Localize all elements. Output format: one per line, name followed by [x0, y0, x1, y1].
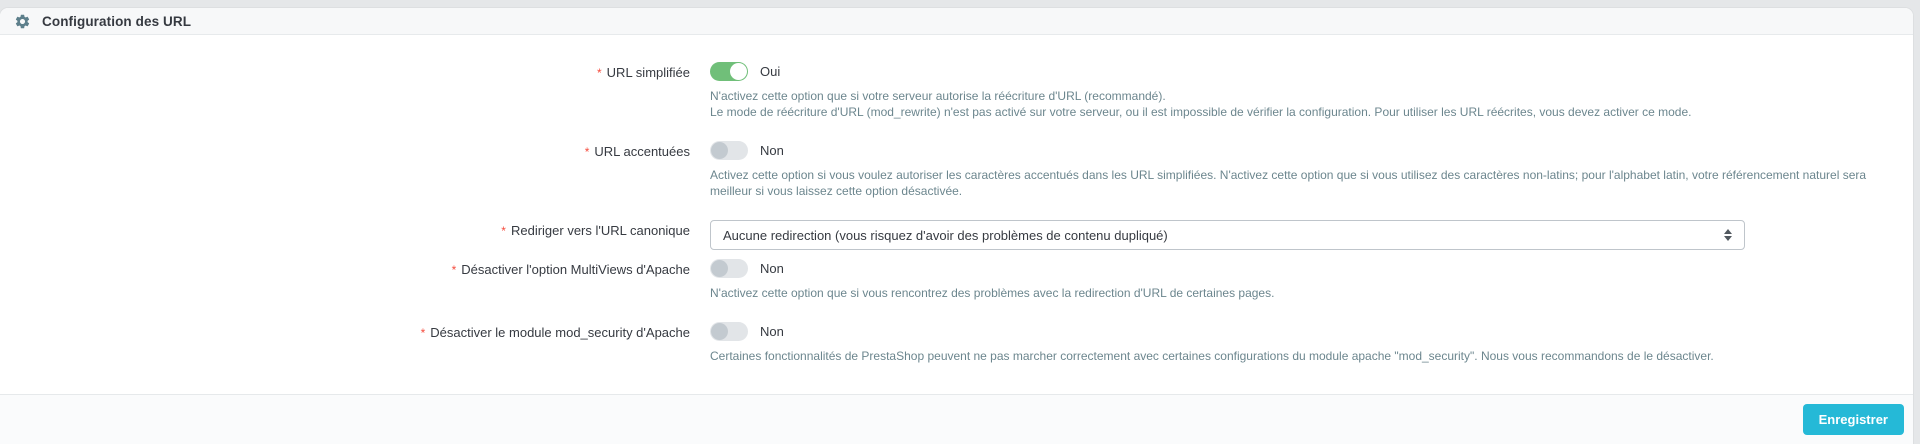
page-title: Configuration des URL	[42, 13, 192, 29]
required-asterisk: *	[451, 263, 457, 277]
gear-icon	[14, 13, 31, 30]
help-line: Activez cette option si vous voulez autoriser les caractères accentués dans les URL simplifiées. N'activez cette option que si vous utilisez des caractères non-latins; pour l'alphabet latin, votre référencement naturel sera meilleur si vous laissez cette option désactivée.	[710, 168, 1867, 198]
toggle-knob	[711, 260, 728, 277]
required-asterisk: *	[420, 326, 426, 340]
help-line: Le mode de réécriture d'URL (mod_rewrite) n'est pas activé sur votre serveur, ou il est impossible de vérifier la configuration. Pour utiliser les URL réécrites, vous devez activer ce mode.	[710, 105, 1692, 119]
help-line: Certaines fonctionnalités de PrestaShop peuvent ne pas marcher correctement avec certaines configurations du module apache "mod_security". Nous vous recommandons de le désactiver.	[710, 349, 1714, 363]
disable-modsecurity-toggle[interactable]	[710, 322, 748, 341]
panel-body	[0, 35, 1913, 394]
row-control	[710, 62, 1913, 120]
disable-multiviews-label: Désactiver l'option MultiViews d'Apache	[461, 262, 690, 277]
required-asterisk: *	[597, 66, 602, 80]
canonical-redirect-select[interactable]	[710, 220, 1745, 250]
form-row-accented-url	[0, 141, 1913, 199]
field-label	[0, 259, 690, 301]
accented-url-label: URL accentuées	[594, 144, 690, 159]
row-control	[710, 141, 1913, 199]
form-row-disable-multiviews	[0, 259, 1913, 301]
panel-footer	[0, 394, 1913, 444]
toggle-value-label: Oui	[760, 64, 781, 79]
row-control	[710, 322, 1913, 364]
toggle-value-label: Non	[760, 143, 784, 158]
help-text	[710, 88, 1873, 120]
accented-url-toggle[interactable]	[710, 141, 748, 160]
row-control	[710, 220, 1913, 250]
disable-multiviews-toggle[interactable]	[710, 259, 748, 278]
switch-line	[710, 141, 1873, 160]
help-line: N'activez cette option que si vous rencontrez des problèmes avec la redirection d'URL de certaines pages.	[710, 286, 1275, 300]
toggle-value-label: Non	[760, 324, 784, 339]
save-button[interactable]: Enregistrer	[1803, 404, 1904, 435]
url-configuration-panel	[0, 8, 1913, 444]
friendly-url-label: URL simplifiée	[606, 65, 690, 80]
required-asterisk: *	[584, 145, 590, 159]
switch-line	[710, 322, 1873, 341]
disable-modsecurity-label: Désactiver le module mod_security d'Apache	[430, 325, 690, 340]
switch-line	[710, 62, 1873, 81]
field-label	[0, 141, 690, 199]
field-label	[0, 220, 690, 250]
help-text	[710, 167, 1873, 199]
friendly-url-toggle[interactable]	[710, 62, 748, 81]
toggle-value-label: Non	[760, 261, 784, 276]
help-text	[710, 285, 1873, 301]
required-asterisk: *	[501, 224, 506, 238]
toggle-knob	[730, 63, 747, 80]
select-updown-icon	[1724, 229, 1732, 241]
help-line: N'activez cette option que si votre serveur autorise la réécriture d'URL (recommandé).	[710, 89, 1166, 103]
field-label	[0, 322, 690, 364]
toggle-knob	[711, 323, 728, 340]
help-text	[710, 348, 1873, 364]
canonical-redirect-label: Rediriger vers l'URL canonique	[510, 223, 690, 238]
row-control	[710, 259, 1913, 301]
form-row-canonical-redirect	[0, 220, 1913, 250]
form-row-friendly-url	[0, 62, 1913, 120]
form-row-disable-modsecurity	[0, 322, 1913, 364]
panel-header	[0, 8, 1913, 35]
select-selected-value: Aucune redirection (vous risquez d'avoir des problèmes de contenu dupliqué)	[723, 227, 1168, 243]
toggle-knob	[711, 142, 728, 159]
switch-line	[710, 259, 1873, 278]
field-label	[0, 62, 690, 120]
